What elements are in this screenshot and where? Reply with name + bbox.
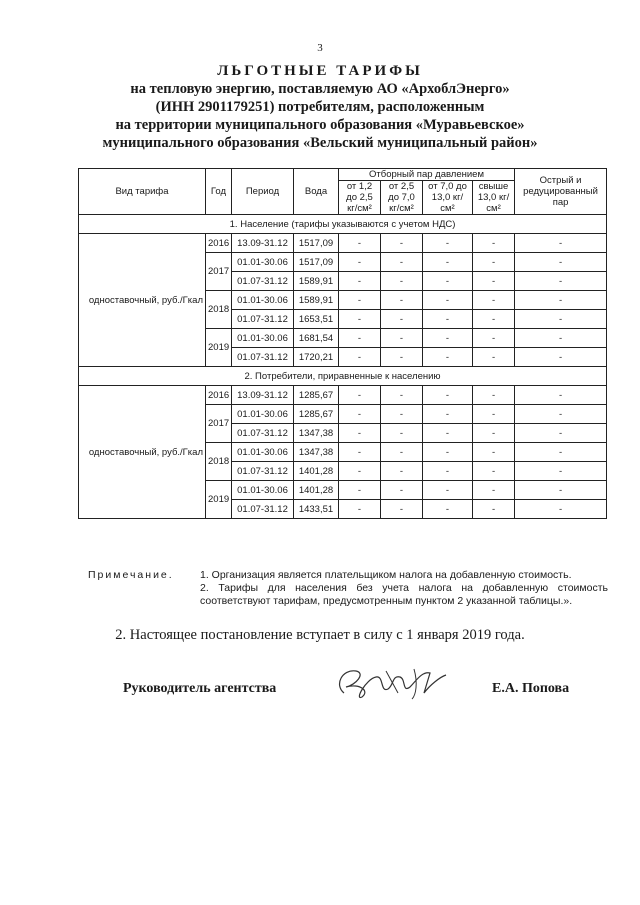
year-cell: 2019 xyxy=(206,481,232,519)
empty-value-dash: - xyxy=(339,386,381,405)
empty-value-dash: - xyxy=(515,291,607,310)
empty-value-dash: - xyxy=(423,443,473,462)
empty-value-dash: - xyxy=(473,329,515,348)
empty-value-dash: - xyxy=(473,443,515,462)
empty-value-dash: - xyxy=(339,481,381,500)
title-line-3: (ИНН 2901179251) потребителям, расположенным xyxy=(155,99,485,115)
empty-value-dash: - xyxy=(423,462,473,481)
empty-value-dash: - xyxy=(381,310,423,329)
empty-value-dash: - xyxy=(423,329,473,348)
water-value-cell: 1401,28 xyxy=(294,481,339,500)
empty-value-dash: - xyxy=(381,386,423,405)
period-cell: 13.09-31.12 xyxy=(232,386,294,405)
period-cell: 01.01-30.06 xyxy=(232,329,294,348)
empty-value-dash: - xyxy=(473,424,515,443)
empty-value-dash: - xyxy=(473,462,515,481)
note-item-2: 2. Тарифы для населения без учета налога на добавленную стоимость соответствуют тарифам, предусмотренным пунктом 2 указанной таблицы.». xyxy=(200,582,608,607)
title-line-4: на территории муниципального образования «Муравьевское» xyxy=(115,117,525,133)
empty-value-dash: - xyxy=(515,405,607,424)
period-cell: 01.07-31.12 xyxy=(232,310,294,329)
period-cell: 01.07-31.12 xyxy=(232,424,294,443)
title-line-2: на тепловую энергию, поставляемую АО «АрхоблЭнерго» xyxy=(130,81,510,97)
empty-value-dash: - xyxy=(339,405,381,424)
title-line-5: муниципального образования «Вельский муниципальный район» xyxy=(102,135,538,151)
period-cell: 01.01-30.06 xyxy=(232,291,294,310)
empty-value-dash: - xyxy=(381,329,423,348)
period-cell: 01.01-30.06 xyxy=(232,405,294,424)
empty-value-dash: - xyxy=(339,291,381,310)
empty-value-dash: - xyxy=(515,424,607,443)
empty-value-dash: - xyxy=(381,443,423,462)
empty-value-dash: - xyxy=(473,386,515,405)
year-cell: 2018 xyxy=(206,291,232,329)
empty-value-dash: - xyxy=(423,291,473,310)
period-cell: 01.01-30.06 xyxy=(232,481,294,500)
year-cell: 2018 xyxy=(206,443,232,481)
empty-value-dash: - xyxy=(473,234,515,253)
empty-value-dash: - xyxy=(339,424,381,443)
empty-value-dash: - xyxy=(423,253,473,272)
empty-value-dash: - xyxy=(339,462,381,481)
handwritten-signature xyxy=(326,663,451,705)
document-title xyxy=(60,62,580,152)
empty-value-dash: - xyxy=(515,348,607,367)
empty-value-dash: - xyxy=(515,481,607,500)
empty-value-dash: - xyxy=(473,253,515,272)
period-cell: 01.07-31.12 xyxy=(232,272,294,291)
empty-value-dash: - xyxy=(339,443,381,462)
note-item-1: 1. Организация является плательщиком налога на добавленную стоимость. xyxy=(200,569,572,581)
signer-title: Руководитель агентства xyxy=(123,681,277,696)
header-steam: Отборный пар давлением xyxy=(339,169,515,181)
empty-value-dash: - xyxy=(423,234,473,253)
empty-value-dash: - xyxy=(515,500,607,519)
water-value-cell: 1517,09 xyxy=(294,253,339,272)
empty-value-dash: - xyxy=(339,348,381,367)
water-value-cell: 1589,91 xyxy=(294,272,339,291)
header-period: Период xyxy=(232,169,294,215)
section-title: 2. Потребители, приравненные к населению xyxy=(79,367,607,386)
empty-value-dash: - xyxy=(381,253,423,272)
year-cell: 2019 xyxy=(206,329,232,367)
empty-value-dash: - xyxy=(473,348,515,367)
empty-value-dash: - xyxy=(423,405,473,424)
empty-value-dash: - xyxy=(515,462,607,481)
water-value-cell: 1347,38 xyxy=(294,443,339,462)
empty-value-dash: - xyxy=(473,405,515,424)
empty-value-dash: - xyxy=(381,462,423,481)
water-value-cell: 1589,91 xyxy=(294,291,339,310)
empty-value-dash: - xyxy=(381,424,423,443)
empty-value-dash: - xyxy=(381,405,423,424)
water-value-cell: 1433,51 xyxy=(294,500,339,519)
empty-value-dash: - xyxy=(423,500,473,519)
year-cell: 2016 xyxy=(206,386,232,405)
tariff-table xyxy=(78,168,607,519)
water-value-cell: 1681,54 xyxy=(294,329,339,348)
header-pressure-3: от 7,0 до 13,0 кг/см² xyxy=(423,181,473,215)
header-pressure-2: от 2,5 до 7,0 кг/см² xyxy=(381,181,423,215)
empty-value-dash: - xyxy=(423,386,473,405)
period-cell: 13.09-31.12 xyxy=(232,234,294,253)
empty-value-dash: - xyxy=(381,348,423,367)
header-year: Год xyxy=(206,169,232,215)
empty-value-dash: - xyxy=(473,291,515,310)
period-cell: 01.07-31.12 xyxy=(232,500,294,519)
empty-value-dash: - xyxy=(423,310,473,329)
empty-value-dash: - xyxy=(515,329,607,348)
header-tariff-type: Вид тарифа xyxy=(79,169,206,215)
empty-value-dash: - xyxy=(473,310,515,329)
empty-value-dash: - xyxy=(339,234,381,253)
year-cell: 2016 xyxy=(206,234,232,253)
empty-value-dash: - xyxy=(473,500,515,519)
empty-value-dash: - xyxy=(339,272,381,291)
empty-value-dash: - xyxy=(515,386,607,405)
empty-value-dash: - xyxy=(381,291,423,310)
section-header-row xyxy=(79,215,607,234)
empty-value-dash: - xyxy=(515,443,607,462)
empty-value-dash: - xyxy=(381,481,423,500)
section-title: 1. Население (тарифы указываются с учетом НДС) xyxy=(79,215,607,234)
year-cell: 2017 xyxy=(206,405,232,443)
title-line-1: ЛЬГОТНЫЕ ТАРИФЫ xyxy=(217,63,423,79)
empty-value-dash: - xyxy=(339,500,381,519)
empty-value-dash: - xyxy=(515,253,607,272)
period-cell: 01.07-31.12 xyxy=(232,348,294,367)
table-row xyxy=(79,386,607,405)
empty-value-dash: - xyxy=(381,234,423,253)
water-value-cell: 1720,21 xyxy=(294,348,339,367)
section-header-row xyxy=(79,367,607,386)
empty-value-dash: - xyxy=(423,272,473,291)
water-value-cell: 1401,28 xyxy=(294,462,339,481)
empty-value-dash: - xyxy=(339,253,381,272)
empty-value-dash: - xyxy=(381,500,423,519)
water-value-cell: 1517,09 xyxy=(294,234,339,253)
signer-name: Е.А. Попова xyxy=(492,681,570,696)
empty-value-dash: - xyxy=(515,272,607,291)
empty-value-dash: - xyxy=(423,348,473,367)
period-cell: 01.01-30.06 xyxy=(232,253,294,272)
note-items xyxy=(200,569,608,608)
tariff-type-cell: одноставочный, руб./Гкал xyxy=(79,386,206,519)
empty-value-dash: - xyxy=(515,234,607,253)
empty-value-dash: - xyxy=(339,310,381,329)
header-sharp-steam: Острый и редуцированный пар xyxy=(515,169,607,215)
water-value-cell: 1285,67 xyxy=(294,386,339,405)
empty-value-dash: - xyxy=(515,310,607,329)
empty-value-dash: - xyxy=(423,481,473,500)
empty-value-dash: - xyxy=(339,329,381,348)
tariff-type-cell: одноставочный, руб./Гкал xyxy=(79,234,206,367)
empty-value-dash: - xyxy=(381,272,423,291)
note-label: Примечание. xyxy=(88,569,174,581)
header-pressure-4: свыше 13,0 кг/см² xyxy=(473,181,515,215)
period-cell: 01.01-30.06 xyxy=(232,443,294,462)
year-cell: 2017 xyxy=(206,253,232,291)
water-value-cell: 1285,67 xyxy=(294,405,339,424)
page-number: 3 xyxy=(317,42,323,54)
empty-value-dash: - xyxy=(423,424,473,443)
decree-text: 2. Настоящее постановление вступает в силу с 1 января 2019 года. xyxy=(115,627,525,643)
header-water: Вода xyxy=(294,169,339,215)
table-row xyxy=(79,234,607,253)
empty-value-dash: - xyxy=(473,272,515,291)
period-cell: 01.07-31.12 xyxy=(232,462,294,481)
water-value-cell: 1653,51 xyxy=(294,310,339,329)
empty-value-dash: - xyxy=(473,481,515,500)
header-pressure-1: от 1,2 до 2,5 кг/см² xyxy=(339,181,381,215)
water-value-cell: 1347,38 xyxy=(294,424,339,443)
